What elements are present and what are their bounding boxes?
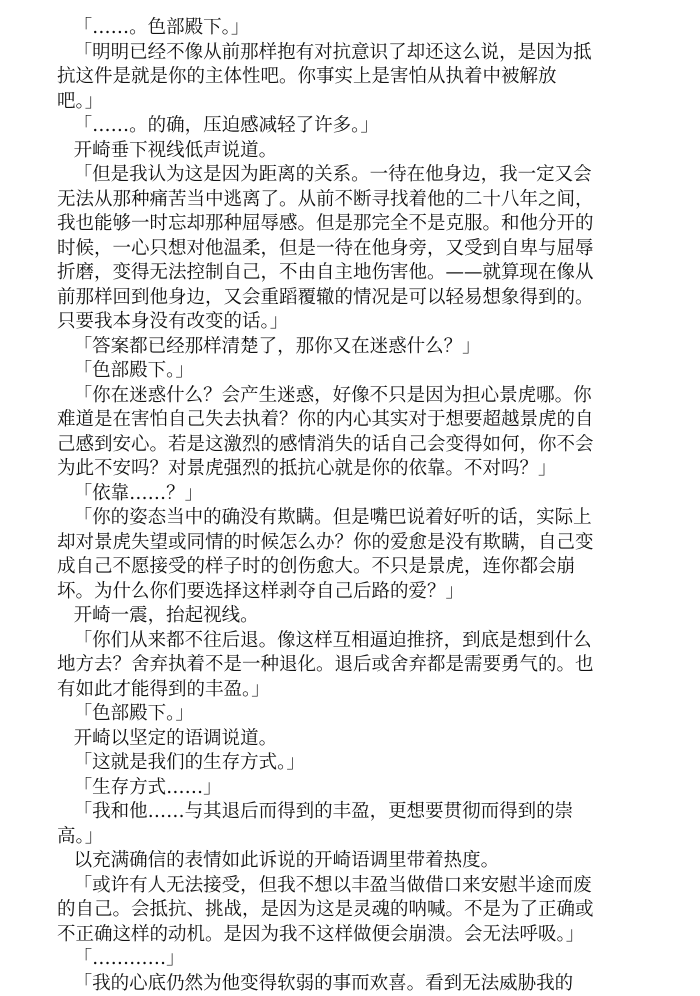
paragraph: 「色部殿下。」 <box>57 359 657 384</box>
paragraph: 「你们从来都不往后退。像这样互相逼迫推挤，到底是想到什么 地方去？舍弃执着不是一种退化。退后或舍弃都是需要勇气的。也 有如此才能得到的丰盈。」 <box>57 629 657 703</box>
paragraph: 「但是我认为这是因为距离的关系。一待在他身边，我一定又会 无法从那种痛苦当中逃离了。从前不断寻找着他的二十八年之间， 我也能够一时忘却那种屈辱感。但是那完全不是克服。和他分开的 时候，一心只想对他温柔，但是一待在他身旁，又受到自卑与屈辱 折磨，变得无法控制自己，不由自主地伤害他。——就算现在像从 前那样回到他身边，又会重蹈覆辙的情况是可以轻易想象得到的。 只要我本身没有改变的话。」 <box>57 163 657 335</box>
paragraph: 「明明已经不像从前那样抱有对抗意识了却还这么说，是因为抵 抗这件是就是你的主体性吧。你事实上是害怕从执着中被解放 吧。」 <box>57 41 657 115</box>
paragraph: 「我和他……与其退后而得到的丰盈，更想要贯彻而得到的崇 高。」 <box>57 800 657 849</box>
paragraph: 「或许有人无法接受，但我不想以丰盈当做借口来安慰半途而废 的自己。会抵抗、挑战，是因为这是灵魂的呐喊。不是为了正确或 不正确这样的动机。是因为我不这样做便会崩溃。会无法呼吸。」 <box>57 874 657 948</box>
paragraph: 「你的姿态当中的确没有欺瞒。但是嘴巴说着好听的话，实际上 却对景虎失望或同情的时候怎么办？你的爱愈是没有欺瞒，自己变 成自己不愿接受的样子时的创伤愈大。不只是景虎，连你都会崩 坏。为什么你们要选择这样剥夺自己后路的爱？」 <box>57 506 657 604</box>
paragraph: 「我的心底仍然为他变得软弱的事而欢喜。看到无法威胁我的 <box>57 972 657 996</box>
paragraph: 「色部殿下。」 <box>57 702 657 727</box>
paragraph: 「……。的确，压迫感减轻了许多。」 <box>57 114 657 139</box>
paragraph: 「生存方式……」 <box>57 776 657 801</box>
paragraph: 「依靠……？」 <box>57 482 657 507</box>
paragraph: 以充满确信的表情如此诉说的开崎语调里带着热度。 <box>57 849 657 874</box>
paragraph: 「答案都已经那样清楚了，那你又在迷惑什么？」 <box>57 335 657 360</box>
novel-page-body <box>57 16 657 996</box>
paragraph: 开崎以坚定的语调说道。 <box>57 727 657 752</box>
paragraph: 「你在迷惑什么？会产生迷惑，好像不只是因为担心景虎哪。你 难道是在害怕自己失去执着？你的内心其实对于想要超越景虎的自 己感到安心。若是这激烈的感情消失的话自己会变得如何，你不会 为此不安吗？对景虎强烈的抵抗心就是你的依靠。不对吗？」 <box>57 384 657 482</box>
paragraph: 「…………」 <box>57 947 657 972</box>
paragraph: 开崎垂下视线低声说道。 <box>57 139 657 164</box>
paragraph: 开崎一震，抬起视线。 <box>57 604 657 629</box>
paragraph: 「……。色部殿下。」 <box>57 16 657 41</box>
paragraph: 「这就是我们的生存方式。」 <box>57 751 657 776</box>
